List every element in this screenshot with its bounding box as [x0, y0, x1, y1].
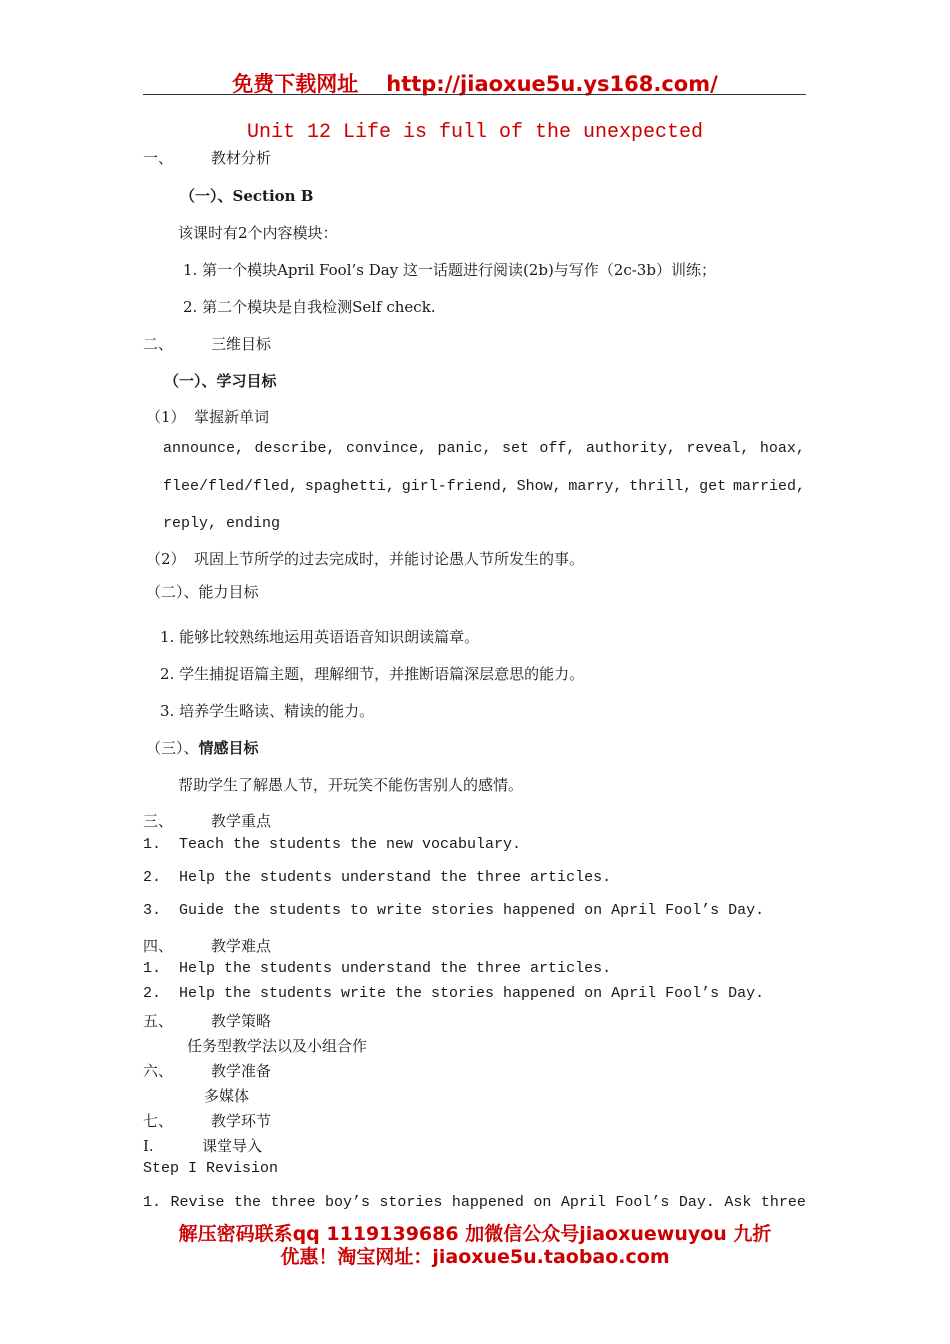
section-2-number: 二、	[143, 335, 174, 353]
section-6-title: 教学准备	[211, 1062, 272, 1080]
key-point-1	[143, 836, 521, 853]
word: three	[760, 1194, 806, 1211]
vocab-word: authority,	[585, 440, 676, 457]
vocab-word: marry,	[568, 478, 623, 495]
goal-2-text: 巩固上节所学的过去完成时，并能讨论愚人节所发生的事。	[194, 550, 585, 568]
item-number: 3.	[143, 902, 162, 919]
vocab-line-1	[163, 440, 805, 457]
header-url[interactable]: http://jiaoxue5u.ys168.com/	[386, 72, 718, 96]
vocab-word: reveal,	[686, 440, 750, 457]
section-4-heading	[143, 935, 271, 956]
vocab-word: married,	[732, 478, 805, 495]
item-number: 2.	[143, 985, 162, 1002]
section-1-item-2: 2. 第二个模块是自我检测Self check.	[183, 298, 436, 316]
section-2-title: 三维目标	[211, 335, 272, 353]
vocab-word: hoax,	[759, 440, 805, 457]
vocab-word: convince,	[345, 440, 427, 457]
item-text: Help the students write the stories happened on April Fool’s Day.	[179, 985, 765, 1002]
section-7-number: 七、	[143, 1112, 174, 1130]
item-text: Guide the students to write stories happened on April Fool’s Day.	[179, 902, 765, 919]
section-1-sub: （一）、Section B	[180, 187, 314, 205]
vocab-word: set	[501, 440, 529, 457]
goal-1-label: （1）	[146, 408, 186, 426]
vocab-word: off,	[539, 440, 576, 457]
vocab-line-2	[163, 478, 805, 495]
ability-item-1: 1. 能够比较熟练地运用英语语音知识朗读篇章。	[160, 628, 480, 646]
vocab-word: describe,	[254, 440, 336, 457]
word: boy’s	[324, 1194, 370, 1211]
word: Revise	[170, 1194, 225, 1211]
vocab-word: thrill,	[629, 478, 693, 495]
step-1-label: Step I Revision	[143, 1160, 279, 1177]
section-5-title: 教学策略	[211, 1012, 272, 1030]
item-number: 2.	[143, 869, 162, 886]
vocab-word: spaghetti,	[304, 478, 395, 495]
learning-goals-heading: （一）、学习目标	[164, 372, 277, 390]
word: Fool’s	[615, 1194, 670, 1211]
word: three	[270, 1194, 316, 1211]
vocab-word: Show,	[516, 478, 562, 495]
difficulty-2	[143, 985, 764, 1002]
section-3-title: 教学重点	[211, 812, 272, 830]
section-5-heading	[143, 1010, 271, 1031]
vocab-line-3: reply, ending	[163, 515, 281, 532]
section-3-number: 三、	[143, 812, 174, 830]
section-1-title: 教材分析	[211, 149, 272, 167]
word: the	[233, 1194, 261, 1211]
section-7-sub-heading	[143, 1135, 262, 1156]
section-7-heading	[143, 1110, 271, 1131]
document-title: Unit 12 Life is full of the unexpected	[246, 121, 704, 144]
section-2-heading	[143, 333, 271, 354]
section-3-heading	[143, 810, 271, 831]
word: stories	[379, 1194, 443, 1211]
vocab-word: flee/fled/fled,	[163, 478, 299, 495]
key-point-3	[143, 902, 764, 919]
key-point-2	[143, 869, 611, 886]
item-number: 1.	[143, 960, 162, 977]
vocab-word: announce,	[163, 440, 245, 457]
section-1-item-1: 1. 第一个模块April Fool’s Day 这一话题进行阅读(2b)与写作（2c-3b）训练；	[183, 261, 716, 279]
section-6-text: 多媒体	[204, 1087, 250, 1105]
goal-2	[146, 548, 584, 569]
vocab-word: girl-friend,	[401, 478, 510, 495]
vocab-word: get	[699, 478, 727, 495]
ability-item-2: 2. 学生捕捉语篇主题，理解细节，并推断语篇深层意思的能力。	[160, 665, 585, 683]
word: Day.	[678, 1194, 715, 1211]
emotion-goals-heading	[146, 737, 259, 758]
section-7-title: 教学环节	[211, 1112, 272, 1130]
emotion-goals-prefix: （三）、	[146, 739, 199, 757]
word: Ask	[724, 1194, 752, 1211]
ability-goals-heading: （二）、能力目标	[146, 583, 259, 601]
word: happened	[451, 1194, 524, 1211]
emotion-goals-title: 情感目标	[198, 739, 259, 757]
section-5-text: 任务型教学法以及小组合作	[187, 1037, 368, 1055]
section-7-sub-number: I.	[143, 1137, 154, 1155]
footer-line-2: 优惠！淘宝网址：jiaoxue5u.taobao.com	[280, 1246, 670, 1268]
goal-2-label: （2）	[146, 550, 186, 568]
section-1-number: 一、	[143, 149, 174, 167]
word: April	[560, 1194, 606, 1211]
word: on	[533, 1194, 552, 1211]
goal-1	[146, 406, 269, 427]
item-text: Help the students understand the three articles.	[179, 869, 612, 886]
section-1-intro: 该课时有2个内容模块：	[178, 224, 338, 242]
goal-1-text: 掌握新单词	[194, 408, 270, 426]
section-5-number: 五、	[143, 1012, 174, 1030]
item-text: Teach the students the new vocabulary.	[179, 836, 522, 853]
section-6-number: 六、	[143, 1062, 174, 1080]
header-divider	[143, 94, 806, 95]
section-4-title: 教学难点	[211, 937, 272, 955]
header-label: 免费下载网址	[232, 72, 359, 96]
step-1-item-1	[143, 1194, 806, 1211]
difficulty-1	[143, 960, 611, 977]
section-4-number: 四、	[143, 937, 174, 955]
item-number: 1.	[143, 836, 162, 853]
section-1-heading	[143, 147, 271, 168]
word: 1.	[143, 1194, 162, 1211]
section-6-heading	[143, 1060, 271, 1081]
section-7-sub-title: 课堂导入	[202, 1137, 263, 1155]
vocab-word: panic,	[437, 440, 492, 457]
footer-line-1: 解压密码联系qq 1119139686 加微信公众号jiaoxuewuyou 九折	[178, 1223, 772, 1245]
ability-item-3: 3. 培养学生略读、精读的能力。	[160, 702, 375, 720]
item-text: Help the students understand the three articles.	[179, 960, 612, 977]
emotion-goal-text: 帮助学生了解愚人节，开玩笑不能伤害别人的感情。	[178, 776, 524, 794]
